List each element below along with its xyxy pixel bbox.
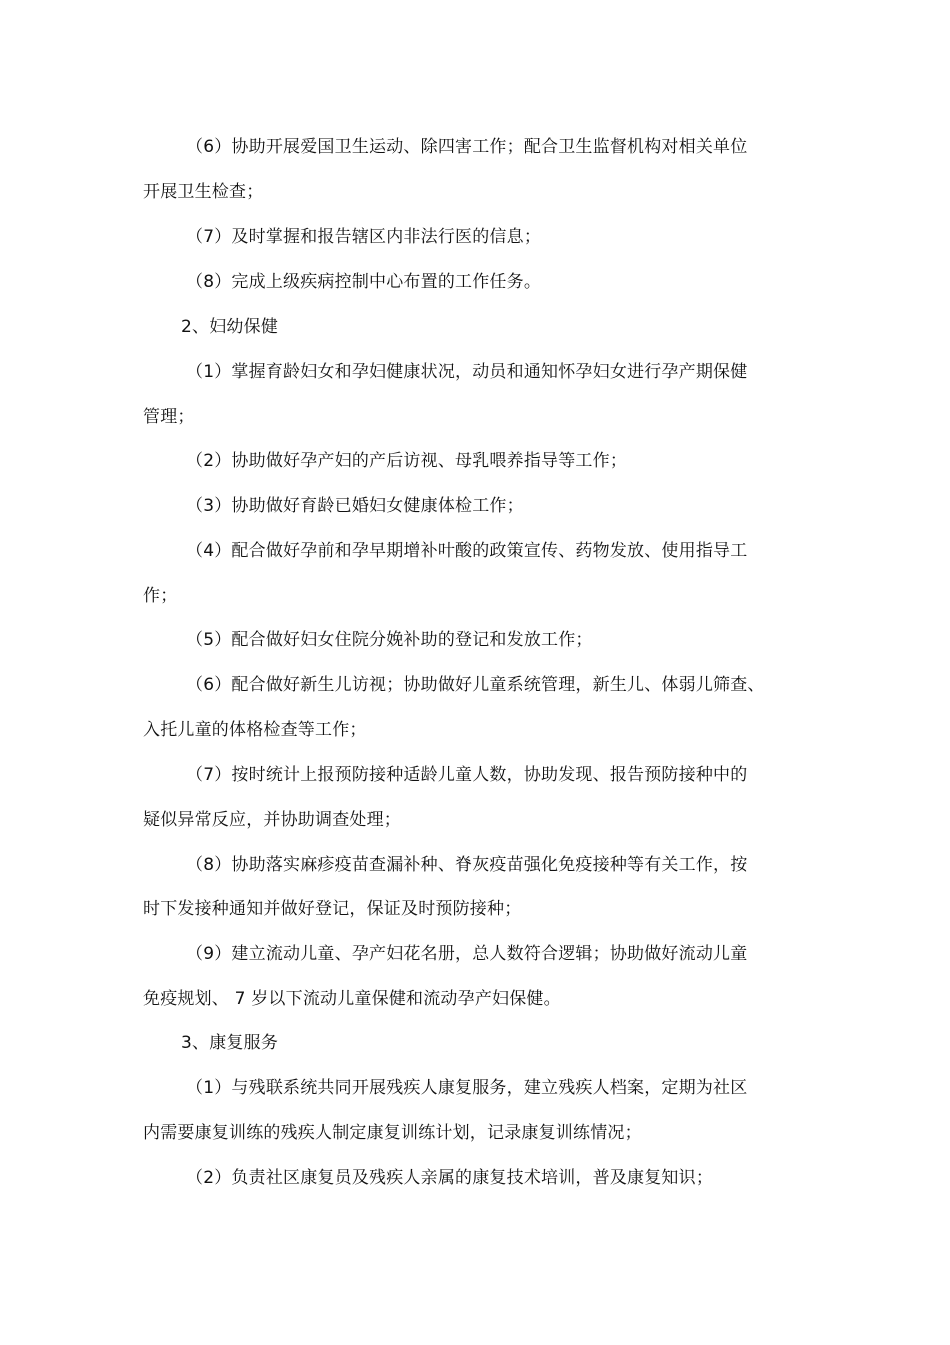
paragraph-line: 入托儿童的体格检查等工作； — [143, 720, 367, 740]
paragraph-line: （8）协助落实麻疹疫苗查漏补种、脊灰疫苗强化免疫接种等有关工作，按 — [186, 855, 748, 875]
paragraph-line: （9）建立流动儿童、孕产妇花名册，总人数符合逻辑；协助做好流动儿童 — [186, 944, 748, 964]
paragraph-line: （6）配合做好新生儿访视；协助做好儿童系统管理，新生儿、体弱儿筛查、 — [186, 675, 765, 695]
paragraph-line: （3）协助做好育龄已婚妇女健康体检工作； — [186, 496, 524, 516]
paragraph-line: 疑似异常反应，并协助调查处理； — [143, 810, 401, 830]
paragraph-line: 开展卫生检查； — [143, 182, 264, 202]
section-heading: 2、妇幼保健 — [181, 317, 279, 337]
paragraph-line: （8）完成上级疾病控制中心布置的工作任务。 — [186, 272, 542, 292]
paragraph-line: 时下发接种通知并做好登记，保证及时预防接种； — [143, 899, 522, 919]
paragraph-line: （5）配合做好妇女住院分娩补助的登记和发放工作； — [186, 630, 593, 650]
paragraph-line: 免疫规划、 7 岁以下流动儿童保健和流动孕产妇保健。 — [143, 989, 561, 1009]
paragraph-line: 内需要康复训练的残疾人制定康复训练计划，记录康复训练情况； — [143, 1123, 642, 1143]
paragraph-line: 管理； — [143, 407, 195, 427]
paragraph-line: （2）协助做好孕产妇的产后访视、母乳喂养指导等工作； — [186, 451, 628, 471]
paragraph-line: （6）协助开展爱国卫生运动、除四害工作；配合卫生监督机构对相关单位 — [186, 137, 748, 157]
paragraph-line: （4）配合做好孕前和孕早期增补叶酸的政策宣传、药物发放、使用指导工 — [186, 541, 748, 561]
paragraph-line: （7）及时掌握和报告辖区内非法行医的信息； — [186, 227, 542, 247]
paragraph-line: （7）按时统计上报预防接种适龄儿童人数，协助发现、报告预防接种中的 — [186, 765, 748, 785]
paragraph-line: 作； — [143, 586, 178, 606]
paragraph-line: （1）与残联系统共同开展残疾人康复服务，建立残疾人档案，定期为社区 — [186, 1078, 748, 1098]
paragraph-line: （1）掌握育龄妇女和孕妇健康状况，动员和通知怀孕妇女进行孕产期保健 — [186, 362, 748, 382]
paragraph-line: （2）负责社区康复员及残疾人亲属的康复技术培训，普及康复知识； — [186, 1168, 714, 1188]
section-heading: 3、康复服务 — [181, 1033, 279, 1053]
